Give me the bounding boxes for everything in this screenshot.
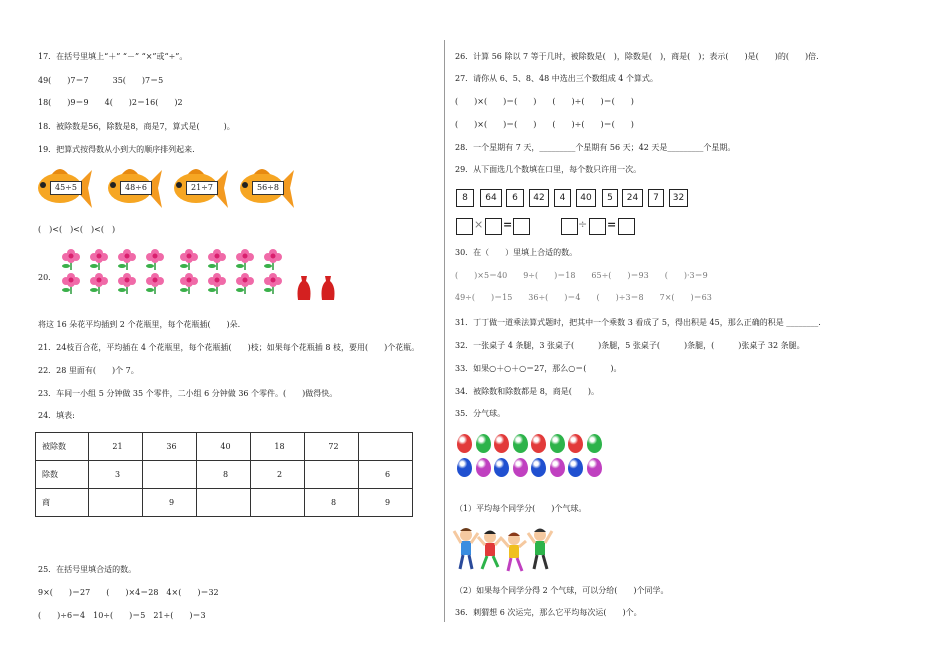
flower-icon — [144, 272, 166, 294]
goldfish-card-1 — [34, 164, 94, 212]
table-cell[interactable]: 21 — [89, 433, 143, 461]
balloon-icon — [494, 434, 509, 453]
balloon-icon — [587, 458, 602, 477]
balloon-icon — [457, 458, 472, 477]
table-cell[interactable]: 72 — [305, 433, 359, 461]
question-27-line-b: ( )×( )＝( ) ( )÷( )＝( ) — [455, 120, 634, 129]
number-card: 7 — [648, 189, 664, 207]
question-26: 26．计算 56 除以 7 等于几时，被除数是( )，除数是( )，商是( )；表示( )是( )的( )倍. — [455, 52, 819, 61]
question-20-number: 20． — [38, 273, 57, 282]
question-23: 23．车间一小组 5 分钟做 35 个零件，二小组 6 分钟做 36 个零件。( )做得快。 — [38, 389, 338, 398]
balloon-icon — [476, 458, 491, 477]
question-30-line-b: 49÷( )＝15 36÷( )＝4 ( )÷3＝8 7×( )＝63 — [455, 293, 712, 302]
flower-icon — [178, 248, 200, 270]
question-25-line-a: 9×( )＝27 ( )×4＝28 4×( )＝32 — [38, 588, 219, 597]
table-cell[interactable]: 6 — [359, 461, 413, 489]
question-25-line-b: ( )÷6＝4 10÷( )＝5 21÷( )＝3 — [38, 611, 206, 620]
number-card: 8 — [456, 189, 474, 207]
number-card: 32 — [669, 189, 688, 207]
question-22: 22．28 里面有( )个 7。 — [38, 366, 139, 375]
flower-icon — [178, 272, 200, 294]
fish-expression-1: 45÷5 — [50, 181, 82, 195]
question-35-part-1: （1）平均每个同学分( )个气球。 — [455, 504, 587, 513]
answer-box[interactable] — [513, 218, 530, 235]
balloon-icon — [457, 434, 472, 453]
child-icon — [528, 529, 552, 570]
answer-box[interactable] — [618, 218, 635, 235]
question-31: 31．丁丁做一道乘法算式题时，把其中一个乘数 3 看成了 5，得出积是 45，那么正确的积是 ________. — [455, 318, 821, 327]
number-card: 5 — [602, 189, 618, 207]
fill-table — [35, 432, 413, 517]
question-17: 17．在括号里填上“＋” “－” “×”或“÷”。 — [38, 52, 188, 61]
times-sign: × — [474, 218, 484, 231]
child-icon — [454, 528, 478, 569]
table-cell[interactable] — [251, 489, 305, 517]
fish-expression-4: 56÷8 — [252, 181, 284, 195]
flower-icon — [60, 272, 82, 294]
table-cell[interactable]: 36 — [143, 433, 197, 461]
table-cell[interactable]: 8 — [305, 489, 359, 517]
vase-icon — [296, 276, 312, 300]
flower-icon — [206, 248, 228, 270]
number-card: 6 — [506, 189, 524, 207]
table-cell[interactable]: 3 — [89, 461, 143, 489]
balloon-icon — [587, 434, 602, 453]
balloon-icon — [476, 434, 491, 453]
answer-box[interactable] — [485, 218, 502, 235]
equals-sign: = — [503, 218, 513, 231]
table-cell[interactable] — [143, 461, 197, 489]
balloon-icon — [568, 458, 583, 477]
left-column — [0, 0, 440, 672]
goldfish-card-4 — [236, 164, 296, 212]
number-card: 4 — [554, 189, 571, 207]
table-cell[interactable]: 9 — [143, 489, 197, 517]
number-card: 40 — [576, 189, 596, 207]
balloon-icon — [550, 434, 565, 453]
flower-icon — [88, 272, 110, 294]
question-17-line-b: 18( )9＝9 4( )2＝16( )2 — [38, 98, 183, 107]
question-28: 28．一个星期有 7 天，_________个星期有 56 天；42 天是_________个星期。 — [455, 143, 736, 152]
flower-icon — [116, 272, 138, 294]
fish-expression-3: 21÷7 — [186, 181, 218, 195]
table-header-cell: 商 — [36, 489, 89, 517]
question-36: 36．刺猬想 6 次运完，那么它平均每次运( )个。 — [455, 608, 642, 617]
question-18: 18．被除数是56，除数是8，商是7，算式是( )。 — [38, 122, 235, 131]
balloon-icon — [494, 458, 509, 477]
question-30-line-a: ( )×5＝40 9÷( )＝18 65÷( )＝93 ( )·3＝9 — [455, 271, 708, 280]
balloon-icon — [513, 458, 528, 477]
flower-icon — [234, 248, 256, 270]
table-cell[interactable] — [89, 489, 143, 517]
fish-expression-2: 48÷6 — [120, 181, 152, 195]
answer-box[interactable] — [589, 218, 606, 235]
equals-sign: = — [607, 218, 617, 231]
divide-sign: ÷ — [578, 218, 588, 231]
question-17-line-a: 49( )7＝7 35( )7＝5 — [38, 76, 164, 85]
question-34: 34．被除数和除数都是 8，商是( )。 — [455, 387, 600, 396]
column-divider — [444, 40, 445, 622]
question-33: 33．如果○＋○＋○＝27，那么○＝( )。 — [455, 364, 622, 373]
question-19: 19．把算式按得数从小到大的顺序排列起来. — [38, 145, 195, 154]
question-25: 25．在括号里填合适的数。 — [38, 565, 137, 574]
number-card: 42 — [529, 189, 549, 207]
table-row — [36, 433, 413, 461]
flower-icon — [206, 272, 228, 294]
table-cell[interactable]: 40 — [197, 433, 251, 461]
goldfish-card-3 — [170, 164, 230, 212]
flower-icon — [88, 248, 110, 270]
balloon-icon — [550, 458, 565, 477]
question-19-answer: ( )<( )<( )<( ) — [38, 225, 116, 234]
flower-icon — [262, 272, 284, 294]
table-cell[interactable] — [197, 489, 251, 517]
balloon-icon — [568, 434, 583, 453]
question-27: 27．请你从 6、5、8、48 中选出三个数组成 4 个算式。 — [455, 74, 658, 83]
child-icon — [502, 533, 526, 572]
child-icon — [478, 531, 502, 570]
answer-box[interactable] — [561, 218, 578, 235]
table-cell[interactable] — [359, 433, 413, 461]
flower-icon — [116, 248, 138, 270]
vase-icon — [320, 276, 336, 300]
question-20: 将这 16 朵花平均插到 2 个花瓶里，每个花瓶插( )朵. — [38, 320, 241, 329]
goldfish-card-2 — [104, 164, 164, 212]
question-35-part-2: （2）如果每个同学分得 2 个气球，可以分给( )个同学。 — [455, 586, 669, 595]
table-cell[interactable]: 8 — [197, 461, 251, 489]
question-27-line-a: ( )×( )＝( ) ( )÷( )＝( ) — [455, 97, 634, 106]
table-row — [36, 461, 413, 489]
flower-icon — [262, 248, 284, 270]
table-cell[interactable]: 2 — [251, 461, 305, 489]
question-21: 21．24枝百合花，平均插在 4 个花瓶里，每个花瓶插( )枝；如果每个花瓶插 8 枝，要用( )个花瓶。 — [38, 343, 420, 352]
flower-icon — [234, 272, 256, 294]
balloon-icon — [531, 458, 546, 477]
balloon-icon — [531, 434, 546, 453]
table-header-cell: 被除数 — [36, 433, 89, 461]
answer-box[interactable] — [456, 218, 473, 235]
question-30: 30．在（ ）里填上合适的数。 — [455, 248, 578, 257]
question-24: 24．填表: — [38, 411, 75, 420]
flower-icon — [60, 248, 82, 270]
table-cell[interactable]: 18 — [251, 433, 305, 461]
question-35: 35．分气球。 — [455, 409, 506, 418]
question-29: 29．从下面选几个数填在口里，每个数只许用一次。 — [455, 165, 642, 174]
children-jumping-illustration — [452, 525, 556, 575]
question-32: 32．一张桌子 4 条腿，3 张桌子( )条腿，5 张桌子( )条腿，( )张桌子 32 条腿。 — [455, 341, 805, 350]
table-row — [36, 489, 413, 517]
flower-icon — [144, 248, 166, 270]
table-cell[interactable]: 9 — [359, 489, 413, 517]
table-cell[interactable] — [305, 461, 359, 489]
number-card: 24 — [622, 189, 643, 207]
table-header-cell: 除数 — [36, 461, 89, 489]
number-card: 64 — [480, 189, 502, 207]
balloon-icon — [513, 434, 528, 453]
